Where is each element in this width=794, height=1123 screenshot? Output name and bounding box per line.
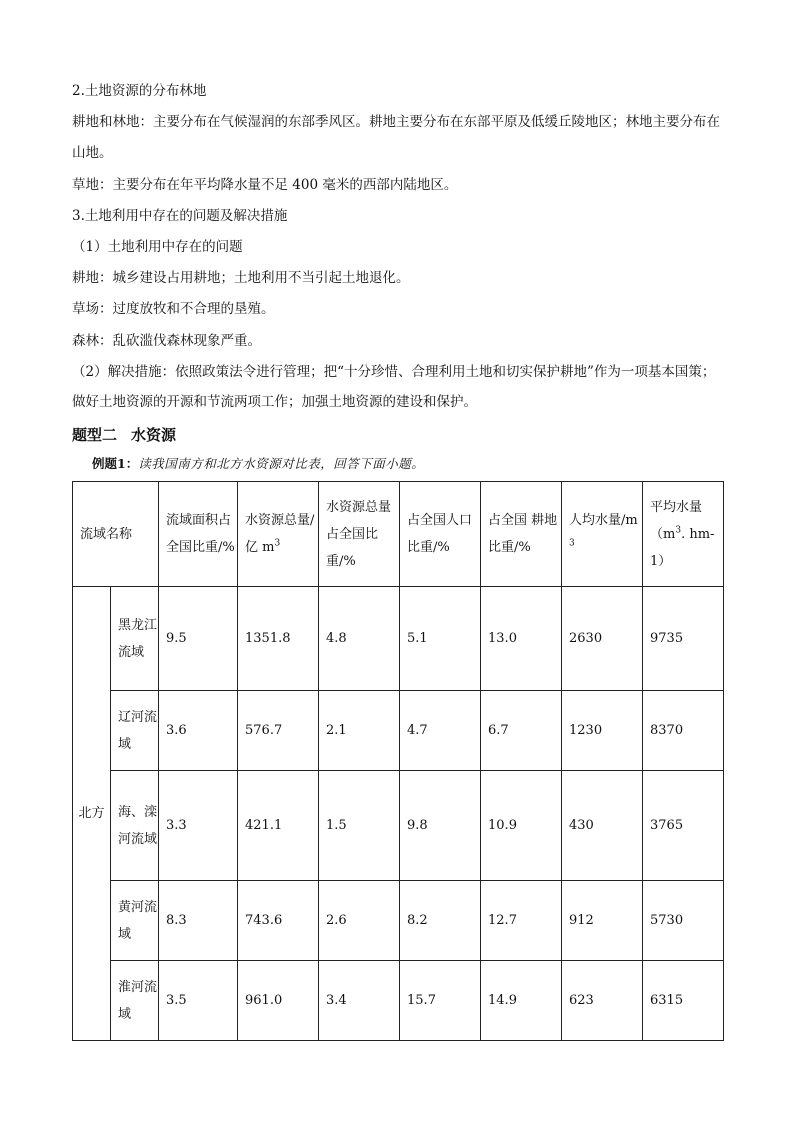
example-label: 例题1： [92,455,139,471]
cell-total: 421.1 [238,771,319,881]
example-text: 读我国南方和北方水资源对比表，回答下面小题。 [138,455,425,471]
cell-percap: 2630 [562,587,643,691]
topic-heading [72,419,722,451]
row-basin-name: 淮河流域 [111,961,159,1041]
row-basin-name: 海、滦河流域 [111,771,159,881]
topic-name: 水资源 [131,425,177,444]
section-2-paragraph-farmland-forest: 耕地和林地：主要分布在气候湿润的东部季风区。耕地主要分布在东部平原及低缓丘陵地区；林地主要分布在山地。 [72,114,720,162]
row-basin-name: 黑龙江流域 [111,587,159,691]
section-2-paragraph-grassland: 草地：主要分布在年平均降水量不足 400 毫米的西部内陆地区。 [72,176,458,193]
cell-pop: 5.1 [400,587,481,691]
section-3-problem-grassland: 草场：过度放牧和不合理的垦殖。 [72,301,275,318]
cell-farm: 6.7 [481,691,562,771]
table-row [73,691,724,771]
header-basin-name: 流域名称 [73,482,159,587]
cell-avg: 9735 [643,587,724,691]
header-water-per-hectare: 平均水量（$m^3$. hm-1） [643,482,724,587]
cell-percap: 912 [562,881,643,961]
cell-pop: 8.2 [400,881,481,961]
cell-percap: 623 [562,961,643,1041]
header-water-per-capita: 人均水量$/m^3$ [562,482,643,587]
section-3-problem-farmland: 耕地：城乡建设占用耕地；土地利用不当引起土地退化。 [72,270,410,287]
section-3-subtitle-problems: （1）土地利用中存在的问题 [72,239,243,256]
cell-total: 1351.8 [238,587,319,691]
table-row [73,881,724,961]
header-farmland-share: 占全国 耕地比重/% [481,482,562,587]
cell-farm: 14.9 [481,961,562,1041]
cell-share: 2.6 [319,881,400,961]
header-water-share: 水资源总量占全国比重/% [319,482,400,587]
cell-total: 961.0 [238,961,319,1041]
cell-farm: 13.0 [481,587,562,691]
section-3-solutions: （2）解决措施：依照政策法令进行管理；把“十分珍惜、合理利用土地和切实保护耕地”作为一项基本国策；做好土地资源的开源和节流两项工作；加强土地资源的建设和保护。 [72,363,716,410]
document-body [72,76,722,477]
cell-avg: 8370 [643,691,724,771]
section-3-title: 3.土地利用中存在的问题及解决措施 [72,207,288,224]
cell-total: 576.7 [238,691,319,771]
cell-area: 9.5 [159,587,238,691]
cell-area: 3.5 [159,961,238,1041]
cell-pop: 9.8 [400,771,481,881]
example-intro [92,451,722,477]
cell-share: 1.5 [319,771,400,881]
row-basin-name: 辽河流域 [111,691,159,771]
cell-area: 8.3 [159,881,238,961]
cell-area: 3.6 [159,691,238,771]
table-header-row [73,482,724,587]
table-row [73,771,724,881]
cell-pop: 4.7 [400,691,481,771]
cell-share: 3.4 [319,961,400,1041]
cell-avg: 3765 [643,771,724,881]
cell-avg: 5730 [643,881,724,961]
section-3-problem-forest: 森林：乱砍滥伐森林现象严重。 [72,332,261,349]
section-2-title: 2.土地资源的分布林地 [72,83,207,99]
topic-label: 题型二 [72,425,118,444]
table-row [73,587,724,691]
cell-area: 3.3 [159,771,238,881]
cell-total: 743.6 [238,881,319,961]
header-area-share: 流域面积占全国比重/% [159,482,238,587]
cell-farm: 12.7 [481,881,562,961]
cell-share: 2.1 [319,691,400,771]
cell-percap: 430 [562,771,643,881]
header-water-total: 水资源总量/亿 $m^3$ [238,482,319,587]
cell-percap: 1230 [562,691,643,771]
region-north: 北方 [73,587,111,1041]
cell-pop: 15.7 [400,961,481,1041]
cell-avg: 6315 [643,961,724,1041]
cell-farm: 10.9 [481,771,562,881]
water-resources-table [72,481,724,1041]
row-basin-name: 黄河流域 [111,881,159,961]
cell-share: 4.8 [319,587,400,691]
table-row [73,961,724,1041]
header-population-share: 占全国人口比重/% [400,482,481,587]
